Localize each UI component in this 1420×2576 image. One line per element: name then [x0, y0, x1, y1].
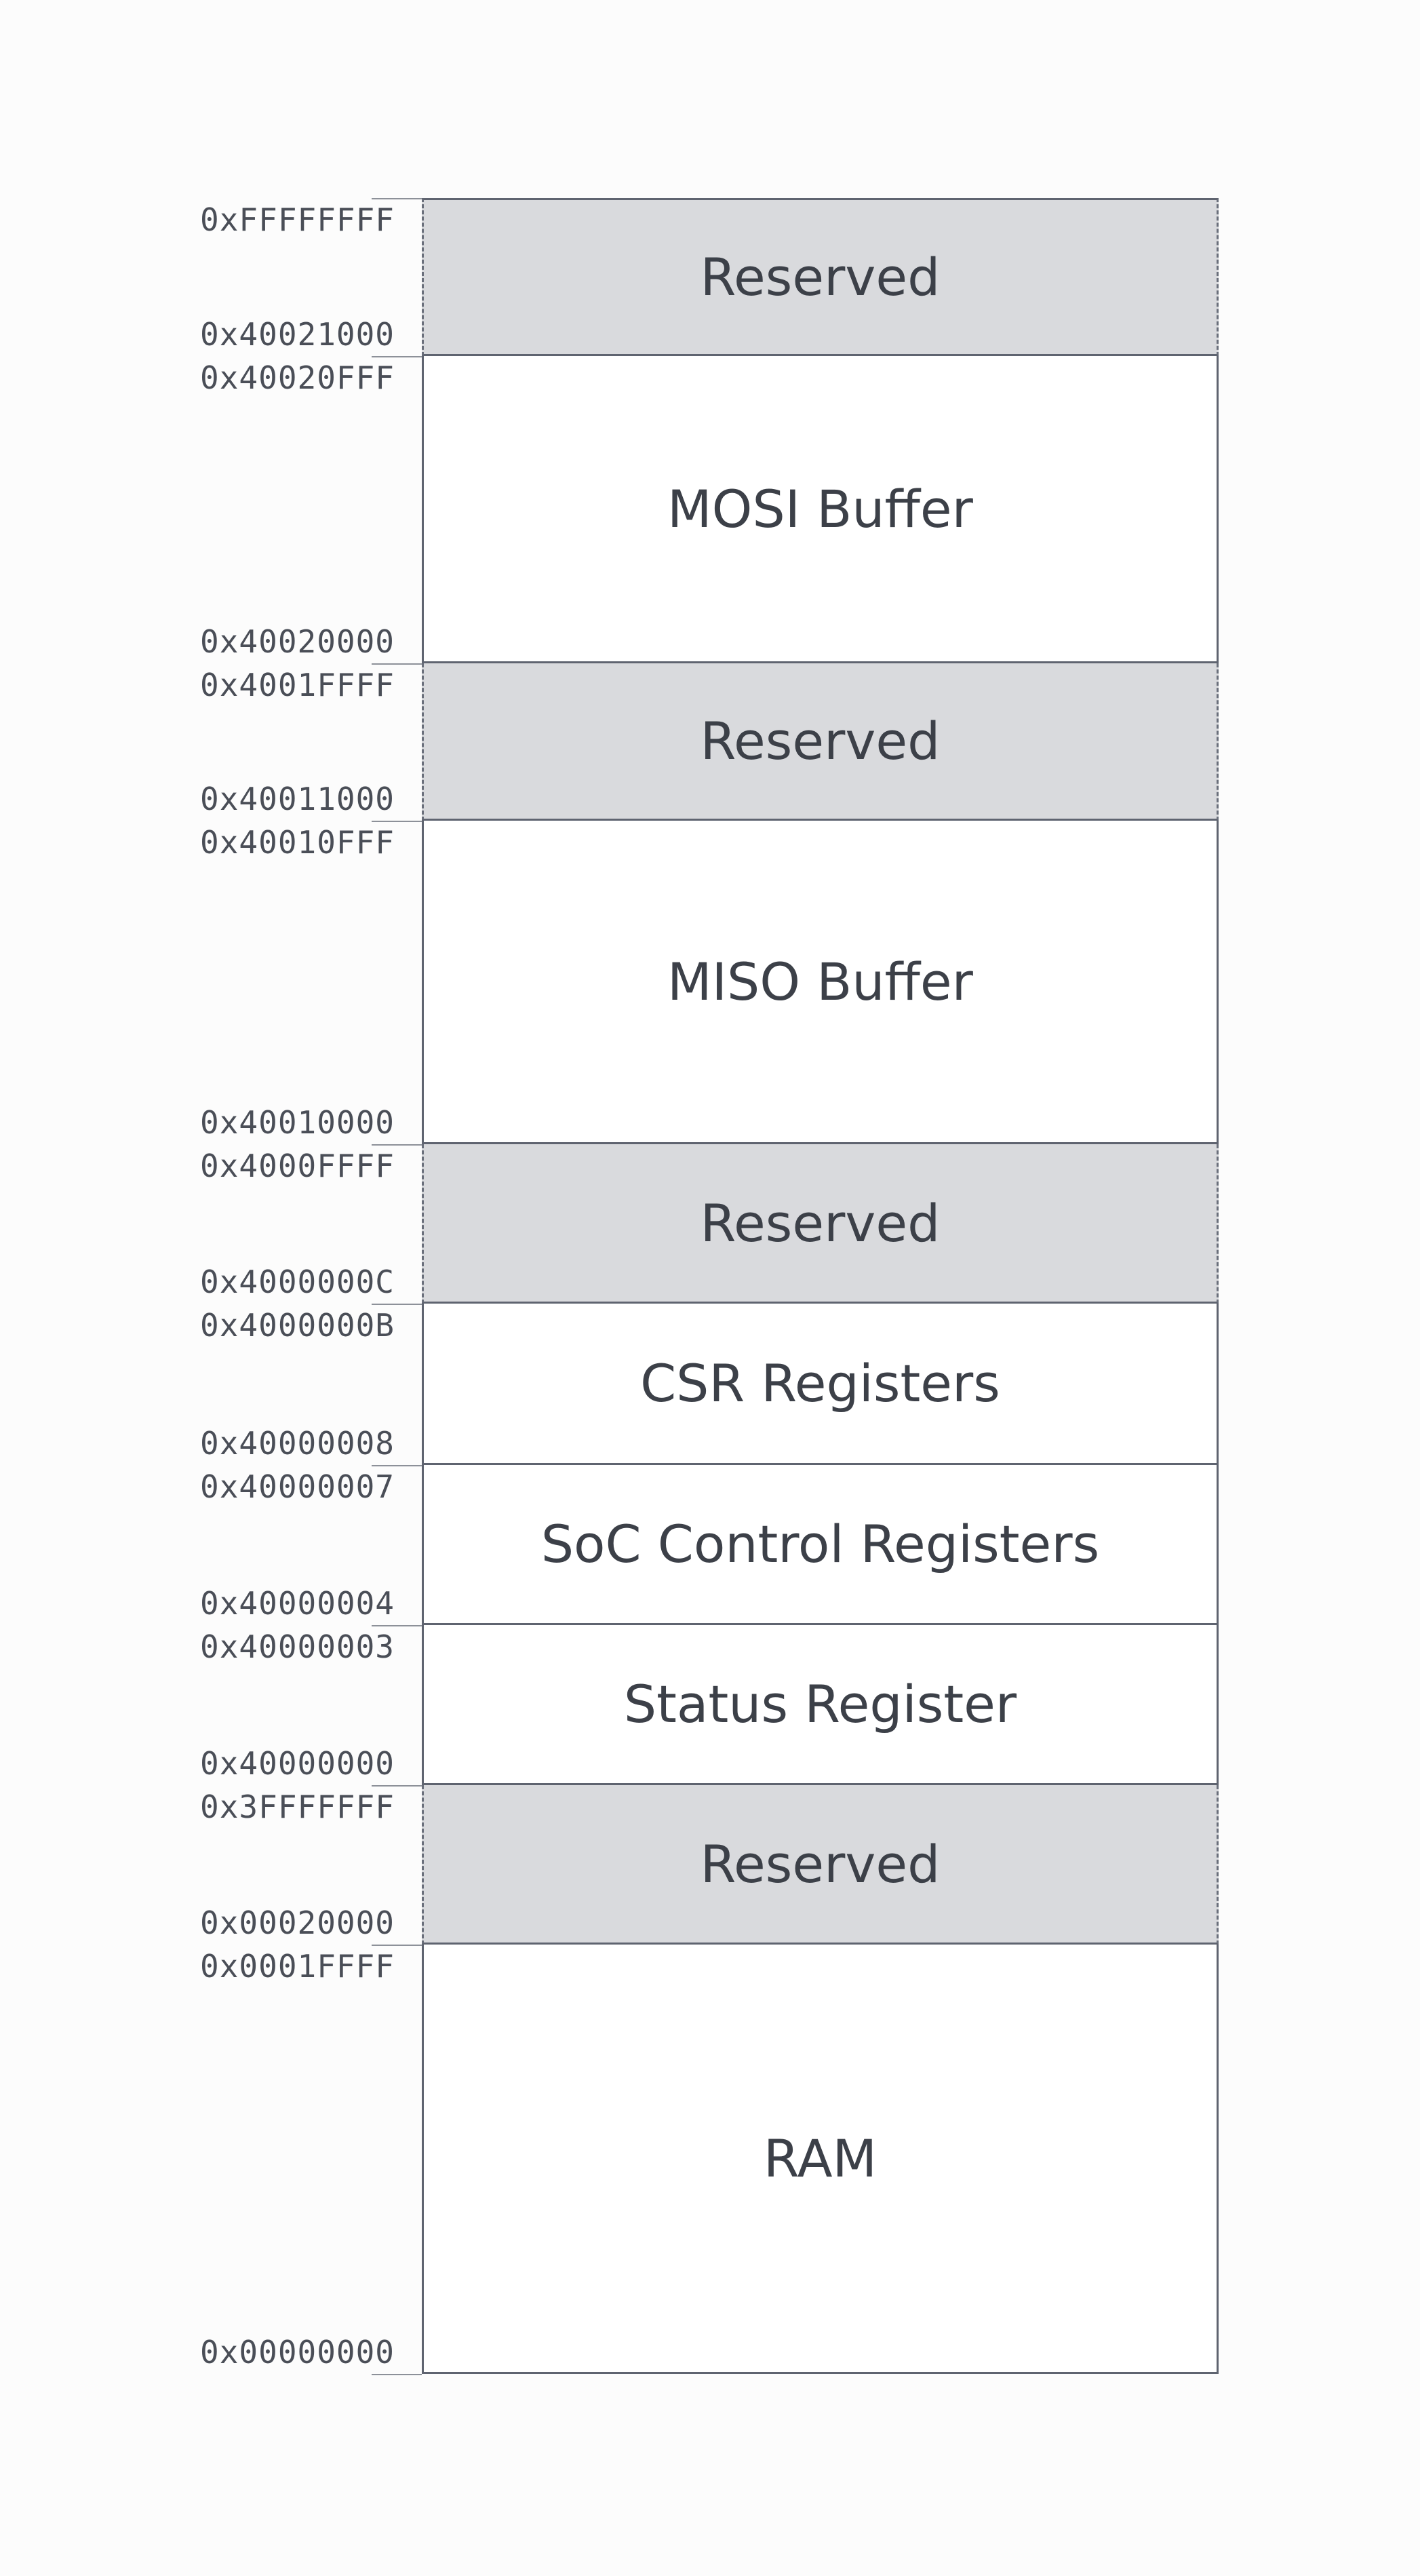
boundary-tick [372, 356, 422, 357]
region-label: SoC Control Registers [540, 1514, 1100, 1574]
region-label: Reserved [700, 711, 941, 771]
region-label: Reserved [700, 1833, 941, 1894]
boundary-tick [372, 1945, 422, 1946]
address-high-label: 0x4001FFFF [200, 667, 395, 703]
address-high-label: 0x3FFFFFFF [200, 1789, 395, 1825]
address-low-label: 0x40010000 [200, 1104, 395, 1141]
address-high-label: 0x0001FFFF [200, 1948, 395, 1985]
region-label: MOSI Buffer [667, 478, 973, 539]
boundary-tick [372, 2374, 422, 2375]
reserved-region [422, 663, 1219, 821]
address-low-label: 0x40020000 [200, 623, 395, 660]
address-low-label: 0x40000004 [200, 1585, 395, 1622]
boundary-tick [372, 821, 422, 822]
address-high-label: 0x40000003 [200, 1628, 395, 1665]
memory-region [422, 1304, 1219, 1465]
region-label: Reserved [700, 1192, 941, 1253]
boundary-tick [372, 663, 422, 665]
address-low-label: 0x40000000 [200, 1745, 395, 1782]
region-label: Status Register [623, 1674, 1017, 1734]
address-low-label: 0x00020000 [200, 1905, 395, 1941]
memory-region [422, 821, 1219, 1144]
address-low-label: 0x40021000 [200, 316, 395, 353]
region-label: CSR Registers [640, 1353, 1000, 1413]
address-high-label: 0x40000007 [200, 1468, 395, 1505]
boundary-tick [372, 198, 422, 199]
address-high-label: 0x40020FFF [200, 359, 395, 396]
region-label: RAM [763, 2128, 877, 2189]
boundary-tick [372, 1144, 422, 1146]
memory-region [422, 1465, 1219, 1625]
region-label: MISO Buffer [667, 951, 973, 1012]
reserved-region [422, 1785, 1219, 1945]
address-high-label: 0x4000FFFF [200, 1148, 395, 1184]
boundary-tick [372, 1625, 422, 1626]
reserved-region [422, 1144, 1219, 1304]
address-low-label: 0x00000000 [200, 2334, 395, 2370]
boundary-tick [372, 1304, 422, 1305]
boundary-tick [372, 1465, 422, 1466]
address-high-label: 0xFFFFFFFF [200, 201, 395, 238]
memory-region [422, 1625, 1219, 1785]
address-low-label: 0x40011000 [200, 781, 395, 817]
memory-region [422, 356, 1219, 663]
address-low-label: 0x40000008 [200, 1425, 395, 1462]
boundary-tick [372, 1785, 422, 1787]
address-low-label: 0x4000000C [200, 1264, 395, 1300]
region-label: Reserved [700, 247, 941, 307]
memory-region [422, 1945, 1219, 2374]
address-high-label: 0x40010FFF [200, 824, 395, 861]
reserved-region [422, 198, 1219, 356]
address-high-label: 0x4000000B [200, 1307, 395, 1344]
